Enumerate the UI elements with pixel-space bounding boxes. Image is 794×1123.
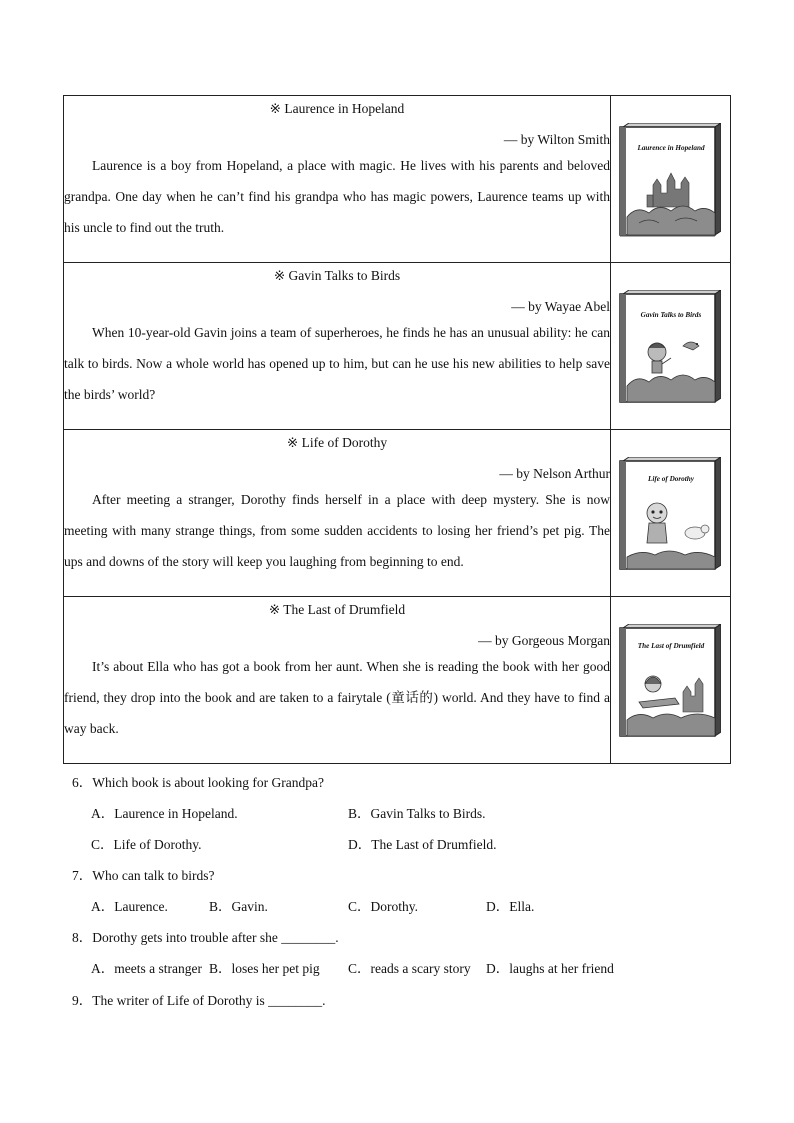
option-7b: B．Gavin. [209, 899, 268, 914]
cover-title: Life of Dorothy [648, 475, 694, 483]
book-text-cell [64, 430, 611, 597]
book-cover-cell [611, 263, 731, 430]
book-author: — by Wilton Smith [503, 132, 610, 147]
option-6c: C．Life of Dorothy. [91, 837, 202, 852]
book-cover-image [619, 290, 721, 404]
book-description: When 10-year-old Gavin joins a team of superheroes, he finds he has an unusual ability: he can talk to birds. Now a whole world has opened up to him, but can he use his new abilities to help save the birds’ world? [64, 325, 610, 402]
book-author: — by Wayae Abel [511, 299, 610, 314]
question-7: 7．Who can talk to birds? [72, 868, 215, 883]
book-title: ※ Life of Dorothy [286, 435, 388, 450]
option-7d: D．Ella. [486, 899, 535, 914]
book-row [64, 263, 731, 430]
book-row [64, 430, 731, 597]
question-8: 8．Dorothy gets into trouble after she ________. [72, 930, 339, 945]
option-6b: B．Gavin Talks to Birds. [348, 806, 486, 821]
book-cover-image [619, 123, 721, 237]
cover-title: Laurence in Hopeland [637, 144, 705, 152]
book-description: Laurence is a boy from Hopeland, a place with magic. He lives with his parents and beloved grandpa. One day when he can’t find his grandpa who has magic powers, Laurence teams up with his uncle to find out the truth. [64, 158, 610, 235]
option-8c: C．reads a scary story [348, 961, 471, 976]
book-text-cell [64, 263, 611, 430]
book-author: — by Nelson Arthur [499, 466, 610, 481]
book-title: ※ The Last of Drumfield [268, 602, 406, 617]
option-8d: D．laughs at her friend [486, 961, 614, 976]
cover-title: Gavin Talks to Birds [640, 311, 702, 319]
book-cover-cell [611, 430, 731, 597]
question-9: 9．The writer of Life of Dorothy is ________. [72, 993, 326, 1008]
option-6a: A．Laurence in Hopeland. [91, 806, 238, 821]
book-cover-cell [611, 597, 731, 764]
book-title: ※ Laurence in Hopeland [269, 101, 405, 116]
option-6d: D．The Last of Drumfield. [348, 837, 497, 852]
book-cover-image [619, 457, 721, 571]
book-table [63, 95, 731, 764]
question-6: 6．Which book is about looking for Grandpa? [72, 775, 324, 790]
option-7a: A．Laurence. [91, 899, 168, 914]
option-7c: C．Dorothy. [348, 899, 418, 914]
book-text-cell [64, 597, 611, 764]
book-author: — by Gorgeous Morgan [478, 633, 610, 648]
book-row [64, 597, 731, 764]
option-8b: B．loses her pet pig [209, 961, 320, 976]
book-description: After meeting a stranger, Dorothy finds herself in a place with deep mystery. She is now meeting with many strange things, from some sudden accidents to losing her friend’s pet pig. The ups and downs of the story will keep you laughing from beginning to end. [64, 492, 610, 569]
cover-title: The Last of Drumfield [637, 642, 705, 650]
option-8a: A．meets a stranger [91, 961, 202, 976]
book-row [64, 96, 731, 263]
book-title: ※ Gavin Talks to Birds [273, 268, 401, 283]
book-text-cell [64, 96, 611, 263]
book-cover-cell [611, 96, 731, 263]
book-description: It’s about Ella who has got a book from her aunt. When she is reading the book with her good friend, they drop into the book and are taken to a fairytale (童话的) world. And they have to find a way back. [64, 659, 610, 736]
book-cover-image [619, 624, 721, 738]
